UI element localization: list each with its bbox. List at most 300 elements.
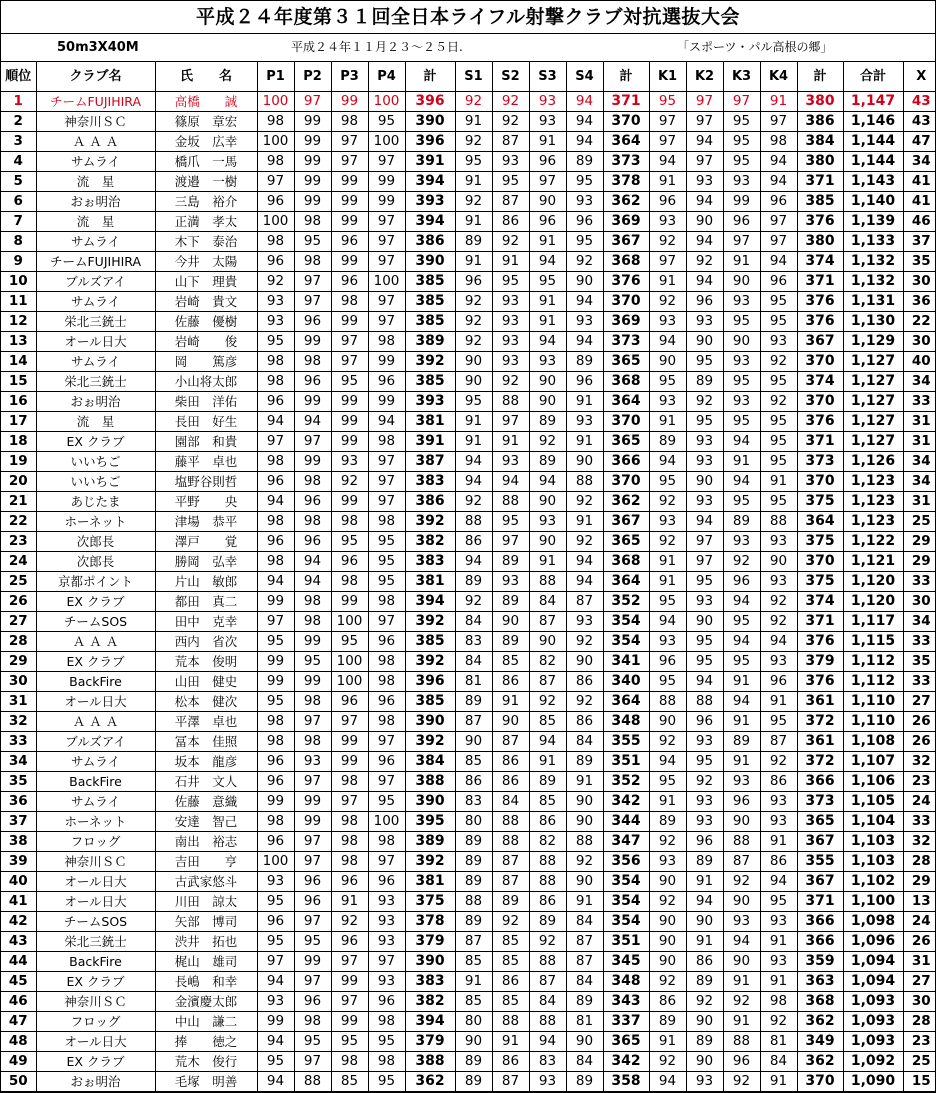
cell-s1: 80 <box>455 812 492 832</box>
cell-p3: 93 <box>331 452 368 472</box>
cell-k2: 92 <box>686 392 723 412</box>
cell-total: 1,122 <box>843 532 903 552</box>
cell-total: 1,143 <box>843 172 903 192</box>
cell-rank: 15 <box>1 372 36 392</box>
cell-club: おぉ明治 <box>36 192 155 212</box>
cell-s2: 92 <box>492 112 529 132</box>
cell-k1: 92 <box>649 732 686 752</box>
cell-p2: 98 <box>294 732 331 752</box>
cell-name: 山下 理貴 <box>155 272 257 292</box>
cell-s1: 85 <box>455 752 492 772</box>
cell-rank: 30 <box>1 672 36 692</box>
table-header-row <box>1 62 936 92</box>
cell-p1: 95 <box>257 332 294 352</box>
cell-s2: 90 <box>492 712 529 732</box>
cell-k1: 95 <box>649 472 686 492</box>
cell-p-sum: 394 <box>405 1012 455 1032</box>
cell-k1: 92 <box>649 832 686 852</box>
cell-k3: 93 <box>723 392 760 412</box>
cell-s3: 87 <box>529 612 566 632</box>
cell-s1: 88 <box>455 512 492 532</box>
cell-name: 高橋 誠 <box>155 92 257 112</box>
cell-p-sum: 384 <box>405 752 455 772</box>
cell-total: 1,110 <box>843 712 903 732</box>
cell-rank: 45 <box>1 972 36 992</box>
cell-total: 1,115 <box>843 632 903 652</box>
cell-p-sum: 386 <box>405 492 455 512</box>
cell-p1: 96 <box>257 392 294 412</box>
cell-p1: 93 <box>257 992 294 1012</box>
table-row <box>1 1072 936 1092</box>
cell-club: EX クラブ <box>36 972 155 992</box>
table-row <box>1 492 936 512</box>
cell-p4: 100 <box>368 92 405 112</box>
cell-club: サムライ <box>36 792 155 812</box>
cell-p3: 97 <box>331 152 368 172</box>
cell-k1: 92 <box>649 972 686 992</box>
table-row <box>1 412 936 432</box>
cell-s-sum: 376 <box>603 272 649 292</box>
cell-rank: 19 <box>1 452 36 472</box>
cell-p-sum: 390 <box>405 112 455 132</box>
cell-p3: 97 <box>331 352 368 372</box>
cell-name: 勝岡 弘幸 <box>155 552 257 572</box>
cell-k3: 95 <box>723 312 760 332</box>
cell-name: 金坂 広幸 <box>155 132 257 152</box>
table-row <box>1 632 936 652</box>
cell-total: 1,102 <box>843 872 903 892</box>
cell-s1: 89 <box>455 912 492 932</box>
cell-p2: 99 <box>294 952 331 972</box>
cell-rank: 26 <box>1 592 36 612</box>
cell-s2: 85 <box>492 932 529 952</box>
cell-k-sum: 368 <box>797 992 843 1012</box>
cell-s-sum: 364 <box>603 392 649 412</box>
cell-p2: 95 <box>294 1032 331 1052</box>
cell-rank: 43 <box>1 932 36 952</box>
cell-x-count: 23 <box>903 772 936 792</box>
cell-s2: 95 <box>492 272 529 292</box>
cell-p4: 98 <box>368 512 405 532</box>
cell-k3: 95 <box>723 112 760 132</box>
cell-p2: 95 <box>294 652 331 672</box>
cell-club: オール日大 <box>36 1032 155 1052</box>
cell-p1: 98 <box>257 112 294 132</box>
cell-k2: 93 <box>686 812 723 832</box>
cell-s4: 86 <box>566 672 603 692</box>
cell-club: 流 星 <box>36 172 155 192</box>
cell-k4: 96 <box>760 192 797 212</box>
cell-s3: 93 <box>529 1072 566 1092</box>
cell-x-count: 29 <box>903 552 936 572</box>
cell-club: BackFire <box>36 772 155 792</box>
cell-s-sum: 354 <box>603 912 649 932</box>
cell-p3: 97 <box>331 132 368 152</box>
cell-k-sum: 371 <box>797 272 843 292</box>
cell-s1: 86 <box>455 532 492 552</box>
cell-x-count: 25 <box>903 512 936 532</box>
cell-p3: 96 <box>331 692 368 712</box>
cell-club: チームSOS <box>36 912 155 932</box>
cell-p2: 97 <box>294 832 331 852</box>
cell-k-sum: 380 <box>797 92 843 112</box>
cell-p4: 97 <box>368 472 405 492</box>
cell-k4: 93 <box>760 792 797 812</box>
cell-p4: 98 <box>368 332 405 352</box>
cell-k4: 91 <box>760 832 797 852</box>
cell-k4: 96 <box>760 272 797 292</box>
cell-p4: 97 <box>368 772 405 792</box>
cell-k-sum: 372 <box>797 712 843 732</box>
cell-k1: 89 <box>649 1012 686 1032</box>
event-info-row <box>1 34 935 62</box>
cell-name: 松本 健次 <box>155 692 257 712</box>
cell-s3: 89 <box>529 452 566 472</box>
cell-k1: 92 <box>649 532 686 552</box>
cell-p4: 97 <box>368 312 405 332</box>
cell-p4: 95 <box>368 532 405 552</box>
cell-rank: 18 <box>1 432 36 452</box>
cell-s1: 89 <box>455 692 492 712</box>
cell-k-sum: 362 <box>797 1052 843 1072</box>
cell-s4: 89 <box>566 1072 603 1092</box>
cell-k1: 92 <box>649 892 686 912</box>
cell-x-count: 31 <box>903 412 936 432</box>
cell-total: 1,103 <box>843 832 903 852</box>
cell-p4: 97 <box>368 212 405 232</box>
cell-p3: 99 <box>331 592 368 612</box>
cell-s-sum: 373 <box>603 152 649 172</box>
cell-name: 川田 諒太 <box>155 892 257 912</box>
cell-s3: 93 <box>529 112 566 132</box>
cell-p-sum: 381 <box>405 412 455 432</box>
cell-p-sum: 379 <box>405 1032 455 1052</box>
cell-s4: 92 <box>566 532 603 552</box>
cell-p-sum: 392 <box>405 852 455 872</box>
cell-s1: 91 <box>455 412 492 432</box>
cell-p4: 98 <box>368 1012 405 1032</box>
cell-total: 1,098 <box>843 912 903 932</box>
cell-k-sum: 375 <box>797 492 843 512</box>
cell-p4: 97 <box>368 232 405 252</box>
cell-name: 南出 裕志 <box>155 832 257 852</box>
table-row <box>1 592 936 612</box>
cell-p2: 98 <box>294 1012 331 1032</box>
cell-club: EX クラブ <box>36 1052 155 1072</box>
cell-p2: 97 <box>294 972 331 992</box>
cell-p3: 98 <box>331 812 368 832</box>
cell-s2: 97 <box>492 532 529 552</box>
cell-club: BackFire <box>36 672 155 692</box>
table-row <box>1 332 936 352</box>
cell-club: いいちご <box>36 472 155 492</box>
cell-k1: 86 <box>649 992 686 1012</box>
cell-total: 1,139 <box>843 212 903 232</box>
cell-k2: 93 <box>686 312 723 332</box>
cell-rank: 3 <box>1 132 36 152</box>
cell-k1: 95 <box>649 372 686 392</box>
cell-rank: 44 <box>1 952 36 972</box>
cell-name: 毛塚 明善 <box>155 1072 257 1092</box>
cell-s2: 87 <box>492 852 529 872</box>
cell-s-sum: 362 <box>603 192 649 212</box>
cell-k2: 91 <box>686 932 723 952</box>
cell-total: 1,127 <box>843 352 903 372</box>
cell-k-sum: 375 <box>797 572 843 592</box>
cell-rank: 23 <box>1 532 36 552</box>
cell-club: あじたま <box>36 492 155 512</box>
cell-x-count: 43 <box>903 112 936 132</box>
table-row <box>1 532 936 552</box>
cell-rank: 8 <box>1 232 36 252</box>
cell-k4: 93 <box>760 332 797 352</box>
cell-p4: 95 <box>368 792 405 812</box>
cell-p3: 99 <box>331 392 368 412</box>
cell-x-count: 34 <box>903 152 936 172</box>
cell-k2: 90 <box>686 212 723 232</box>
cell-s-sum: 351 <box>603 932 649 952</box>
cell-club: EX クラブ <box>36 432 155 452</box>
cell-rank: 38 <box>1 832 36 852</box>
cell-s-sum: 362 <box>603 492 649 512</box>
cell-k3: 88 <box>723 832 760 852</box>
cell-s-sum: 365 <box>603 1032 649 1052</box>
cell-s4: 92 <box>566 492 603 512</box>
cell-k1: 94 <box>649 1072 686 1092</box>
cell-p1: 99 <box>257 1012 294 1032</box>
cell-p-sum: 390 <box>405 952 455 972</box>
cell-p-sum: 383 <box>405 972 455 992</box>
cell-s1: 94 <box>455 472 492 492</box>
cell-x-count: 32 <box>903 832 936 852</box>
cell-p2: 88 <box>294 1072 331 1092</box>
cell-k1: 95 <box>649 92 686 112</box>
cell-s2: 87 <box>492 192 529 212</box>
cell-p4: 98 <box>368 652 405 672</box>
table-row <box>1 672 936 692</box>
cell-name: 柴田 洋佑 <box>155 392 257 412</box>
cell-k2: 96 <box>686 712 723 732</box>
cell-p3: 97 <box>331 992 368 1012</box>
header-club: クラブ名 <box>36 62 155 92</box>
cell-rank: 41 <box>1 892 36 912</box>
cell-s1: 91 <box>455 432 492 452</box>
cell-k-sum: 380 <box>797 152 843 172</box>
cell-s-sum: 370 <box>603 472 649 492</box>
cell-k2: 93 <box>686 732 723 752</box>
cell-k2: 97 <box>686 532 723 552</box>
cell-p-sum: 391 <box>405 152 455 172</box>
cell-total: 1,093 <box>843 1032 903 1052</box>
cell-p-sum: 391 <box>405 432 455 452</box>
cell-p3: 99 <box>331 412 368 432</box>
header-s1: S1 <box>455 62 492 92</box>
cell-name: 木下 泰治 <box>155 232 257 252</box>
cell-club: ホーネット <box>36 512 155 532</box>
cell-k1: 93 <box>649 212 686 232</box>
cell-p2: 96 <box>294 532 331 552</box>
cell-s1: 90 <box>455 732 492 752</box>
cell-k1: 90 <box>649 352 686 372</box>
cell-name: 藤平 卓也 <box>155 452 257 472</box>
cell-s1: 89 <box>455 572 492 592</box>
cell-k4: 93 <box>760 952 797 972</box>
cell-club: 流 星 <box>36 412 155 432</box>
cell-s-sum: 342 <box>603 792 649 812</box>
cell-k3: 92 <box>723 872 760 892</box>
table-row <box>1 172 936 192</box>
cell-club: ブルズアイ <box>36 272 155 292</box>
cell-p4: 99 <box>368 172 405 192</box>
cell-k-sum: 379 <box>797 652 843 672</box>
cell-s-sum: 367 <box>603 512 649 532</box>
cell-s1: 80 <box>455 1012 492 1032</box>
cell-k4: 90 <box>760 552 797 572</box>
cell-rank: 39 <box>1 852 36 872</box>
cell-s1: 87 <box>455 932 492 952</box>
cell-name: 岡 篤彦 <box>155 352 257 372</box>
cell-s4: 87 <box>566 952 603 972</box>
cell-s3: 94 <box>529 472 566 492</box>
cell-s2: 93 <box>492 352 529 372</box>
table-row <box>1 152 936 172</box>
cell-k1: 92 <box>649 1052 686 1072</box>
cell-k4: 92 <box>760 592 797 612</box>
cell-s-sum: 370 <box>603 292 649 312</box>
cell-p4: 96 <box>368 372 405 392</box>
cell-k2: 96 <box>686 832 723 852</box>
cell-p1: 95 <box>257 632 294 652</box>
header-p-sum: 計 <box>405 62 455 92</box>
cell-s1: 89 <box>455 852 492 872</box>
cell-k2: 93 <box>686 1072 723 1092</box>
header-p3: P3 <box>331 62 368 92</box>
cell-p-sum: 388 <box>405 1052 455 1072</box>
cell-s3: 83 <box>529 1052 566 1072</box>
cell-s2: 92 <box>492 92 529 112</box>
cell-s4: 94 <box>566 552 603 572</box>
cell-p2: 94 <box>294 552 331 572</box>
cell-rank: 29 <box>1 652 36 672</box>
cell-k4: 97 <box>760 232 797 252</box>
cell-k-sum: 349 <box>797 1032 843 1052</box>
cell-k-sum: 373 <box>797 452 843 472</box>
cell-s2: 94 <box>492 472 529 492</box>
cell-rank: 6 <box>1 192 36 212</box>
cell-p3: 95 <box>331 532 368 552</box>
cell-rank: 1 <box>1 92 36 112</box>
cell-s2: 89 <box>492 552 529 572</box>
table-row <box>1 832 936 852</box>
cell-s2: 85 <box>492 652 529 672</box>
cell-club: オール日大 <box>36 332 155 352</box>
cell-x-count: 26 <box>903 712 936 732</box>
cell-k4: 91 <box>760 92 797 112</box>
cell-x-count: 33 <box>903 672 936 692</box>
cell-p1: 95 <box>257 892 294 912</box>
cell-k3: 95 <box>723 652 760 672</box>
cell-k4: 94 <box>760 152 797 172</box>
cell-p1: 100 <box>257 92 294 112</box>
cell-s4: 81 <box>566 1012 603 1032</box>
cell-k-sum: 384 <box>797 132 843 152</box>
cell-club: 次郎長 <box>36 532 155 552</box>
cell-name: 佐藤 優樹 <box>155 312 257 332</box>
cell-s1: 84 <box>455 652 492 672</box>
cell-k3: 92 <box>723 1072 760 1092</box>
cell-s1: 90 <box>455 372 492 392</box>
cell-s4: 87 <box>566 592 603 612</box>
cell-s4: 94 <box>566 292 603 312</box>
cell-k-sum: 363 <box>797 972 843 992</box>
cell-rank: 9 <box>1 252 36 272</box>
cell-name: 岩崎 貴文 <box>155 292 257 312</box>
table-row <box>1 512 936 532</box>
cell-s3: 84 <box>529 592 566 612</box>
cell-s2: 91 <box>492 252 529 272</box>
header-k2: K2 <box>686 62 723 92</box>
table-row <box>1 252 936 272</box>
cell-p2: 95 <box>294 932 331 952</box>
cell-x-count: 30 <box>903 272 936 292</box>
cell-name: 小山将太郎 <box>155 372 257 392</box>
cell-p2: 96 <box>294 992 331 1012</box>
cell-k2: 95 <box>686 652 723 672</box>
cell-k2: 90 <box>686 1052 723 1072</box>
cell-k3: 95 <box>723 612 760 632</box>
cell-s3: 94 <box>529 332 566 352</box>
cell-p-sum: 385 <box>405 692 455 712</box>
cell-club: サムライ <box>36 352 155 372</box>
cell-s1: 95 <box>455 152 492 172</box>
header-k1: K1 <box>649 62 686 92</box>
cell-x-count: 13 <box>903 892 936 912</box>
cell-p2: 97 <box>294 912 331 932</box>
cell-k2: 92 <box>686 252 723 272</box>
cell-p-sum: 383 <box>405 552 455 572</box>
cell-s1: 91 <box>455 212 492 232</box>
cell-k3: 89 <box>723 512 760 532</box>
cell-p-sum: 392 <box>405 732 455 752</box>
cell-s1: 91 <box>455 972 492 992</box>
table-row <box>1 712 936 732</box>
cell-p3: 98 <box>331 772 368 792</box>
cell-k1: 95 <box>649 772 686 792</box>
cell-p2: 99 <box>294 392 331 412</box>
cell-total: 1,127 <box>843 392 903 412</box>
cell-club: フロッグ <box>36 1012 155 1032</box>
cell-s2: 87 <box>492 1072 529 1092</box>
cell-k1: 89 <box>649 812 686 832</box>
cell-rank: 36 <box>1 792 36 812</box>
cell-x-count: 33 <box>903 572 936 592</box>
cell-p1: 96 <box>257 192 294 212</box>
cell-p2: 97 <box>294 1052 331 1072</box>
cell-k-sum: 386 <box>797 112 843 132</box>
cell-s-sum: 368 <box>603 372 649 392</box>
cell-k3: 94 <box>723 592 760 612</box>
cell-k4: 95 <box>760 372 797 392</box>
cell-p1: 93 <box>257 872 294 892</box>
cell-name: 中山 謙二 <box>155 1012 257 1032</box>
cell-x-count: 46 <box>903 212 936 232</box>
cell-k1: 91 <box>649 552 686 572</box>
cell-p1: 98 <box>257 372 294 392</box>
cell-s4: 94 <box>566 92 603 112</box>
cell-k3: 93 <box>723 352 760 372</box>
cell-s4: 93 <box>566 412 603 432</box>
cell-p1: 96 <box>257 472 294 492</box>
